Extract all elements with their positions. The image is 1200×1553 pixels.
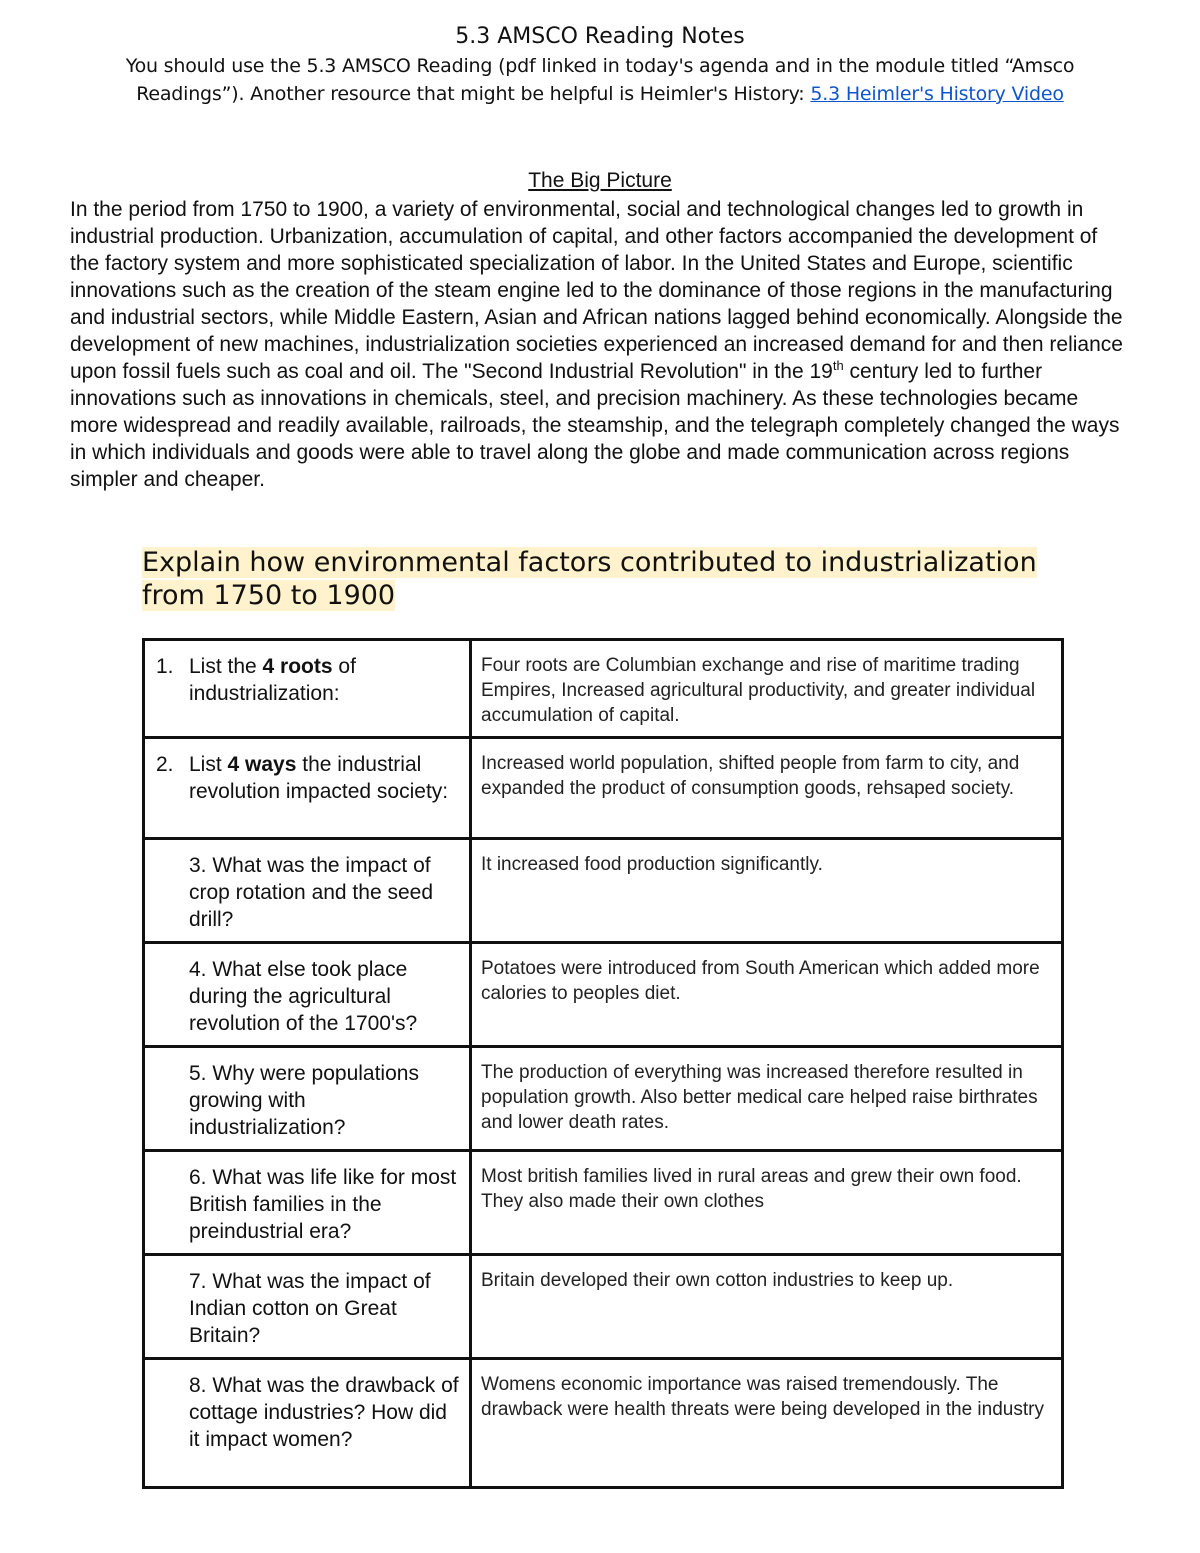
table-row [144, 1359, 1063, 1488]
question-2-text-start: List [189, 753, 228, 776]
big-picture-heading: The Big Picture [528, 169, 672, 192]
document-title: 5.3 AMSCO Reading Notes [455, 24, 745, 49]
essay-prompt-highlight: Explain how environmental factors contributed to industrialization from 1750 to 1900 [142, 547, 1037, 611]
table-row [144, 640, 1063, 738]
question-cell-4: 4. What else took place during the agricultural revolution of the 1700's? [144, 943, 471, 1047]
question-cell-5: 5. Why were populations growing with industrialization? [144, 1047, 471, 1151]
question-cell-6: 6. What was life like for most British families in the preindustrial era? [144, 1151, 471, 1255]
reading-instructions-text: You should use the 5.3 AMSCO Reading (pdf linked in today's agenda and in the module titled “Amsco Readings”). Another resource that might be helpful is Heimler's History: [125, 55, 1075, 105]
question-cell-7: 7. What was the impact of Indian cotton on Great Britain? [144, 1255, 471, 1359]
answer-cell-8[interactable]: Womens economic importance was raised tremendously. The drawback were health threats were being developed in the industry [471, 1359, 1063, 1488]
essay-prompt [142, 546, 1062, 612]
answer-cell-1[interactable]: Four roots are Columbian exchange and rise of maritime trading Empires, Increased agricultural productivity, and greater individual accumulation of capital. [471, 640, 1063, 738]
answer-cell-4[interactable]: Potatoes were introduced from South American which added more calories to peoples diet. [471, 943, 1063, 1047]
big-picture-text-part-1: In the period from 1750 to 1900, a variety of environmental, social and technological changes led to growth in industrial production. Urbanization, accumulation of capital, and other factors accompanied the development of the factory system and more sophisticated specialization of labor. In the United States and Europe, scientific innovations such as the creation of the steam engine led to the dominance of those regions in the manufacturing and industrial sectors, while Middle Eastern, Asian and African nations lagged behind economically. Alongside the development of new machines, industrialization societies experienced an increased demand for and then reliance upon fossil fuels such as coal and oil. The "Second Industrial Revolution" in the 19 [70, 198, 1123, 383]
question-cell-2 [144, 738, 471, 839]
big-picture-text-part-2: century led to further innovations such as innovations in chemicals, steel, and precision machinery. As these technologies became more widespread and readily available, railroads, the steamship, and the telegraph completely changed the ways in which individuals and goods were able to travel along the globe and made communication across regions simpler and cheaper. [70, 360, 1120, 491]
question-cell-8: 8. What was the drawback of cottage industries? How did it impact women? [144, 1359, 471, 1488]
answer-cell-6[interactable]: Most british families lived in rural areas and grew their own food. They also made their own clothes [471, 1151, 1063, 1255]
reading-instructions [120, 52, 1080, 108]
answer-cell-2[interactable]: Increased world population, shifted people from farm to city, and expanded the product of consumption goods, rehsaped society. [471, 738, 1063, 839]
question-2-bold: 4 ways [227, 753, 297, 776]
heimlers-history-video-link[interactable]: 5.3 Heimler's History Video [810, 83, 1064, 105]
document-header [0, 22, 1200, 108]
table-row [144, 1255, 1063, 1359]
table-row [144, 1047, 1063, 1151]
question-cell-3: 3. What was the impact of crop rotation and the seed drill? [144, 839, 471, 943]
big-picture-paragraph [70, 196, 1130, 493]
question-number-1: 1. [156, 655, 174, 678]
table-row [144, 839, 1063, 943]
ordinal-superscript: th [832, 358, 844, 373]
answer-cell-5[interactable]: The production of everything was increased therefore resulted in population growth. Also better medical care helped raise birthrates and lower death rates. [471, 1047, 1063, 1151]
question-2-text-end: the industrial revolution impacted society: [189, 753, 449, 803]
question-1-text-end: of industrialization: [189, 655, 356, 705]
table-row [144, 1151, 1063, 1255]
answer-cell-3[interactable]: It increased food production significantly. [471, 839, 1063, 943]
question-cell-1 [144, 640, 471, 738]
table-row [144, 738, 1063, 839]
questions-table [142, 638, 1064, 1489]
question-number-2: 2. [156, 753, 174, 776]
table-row [144, 943, 1063, 1047]
question-1-bold: 4 roots [262, 655, 333, 678]
answer-cell-7[interactable]: Britain developed their own cotton industries to keep up. [471, 1255, 1063, 1359]
question-1-text-start: List the [189, 655, 263, 678]
